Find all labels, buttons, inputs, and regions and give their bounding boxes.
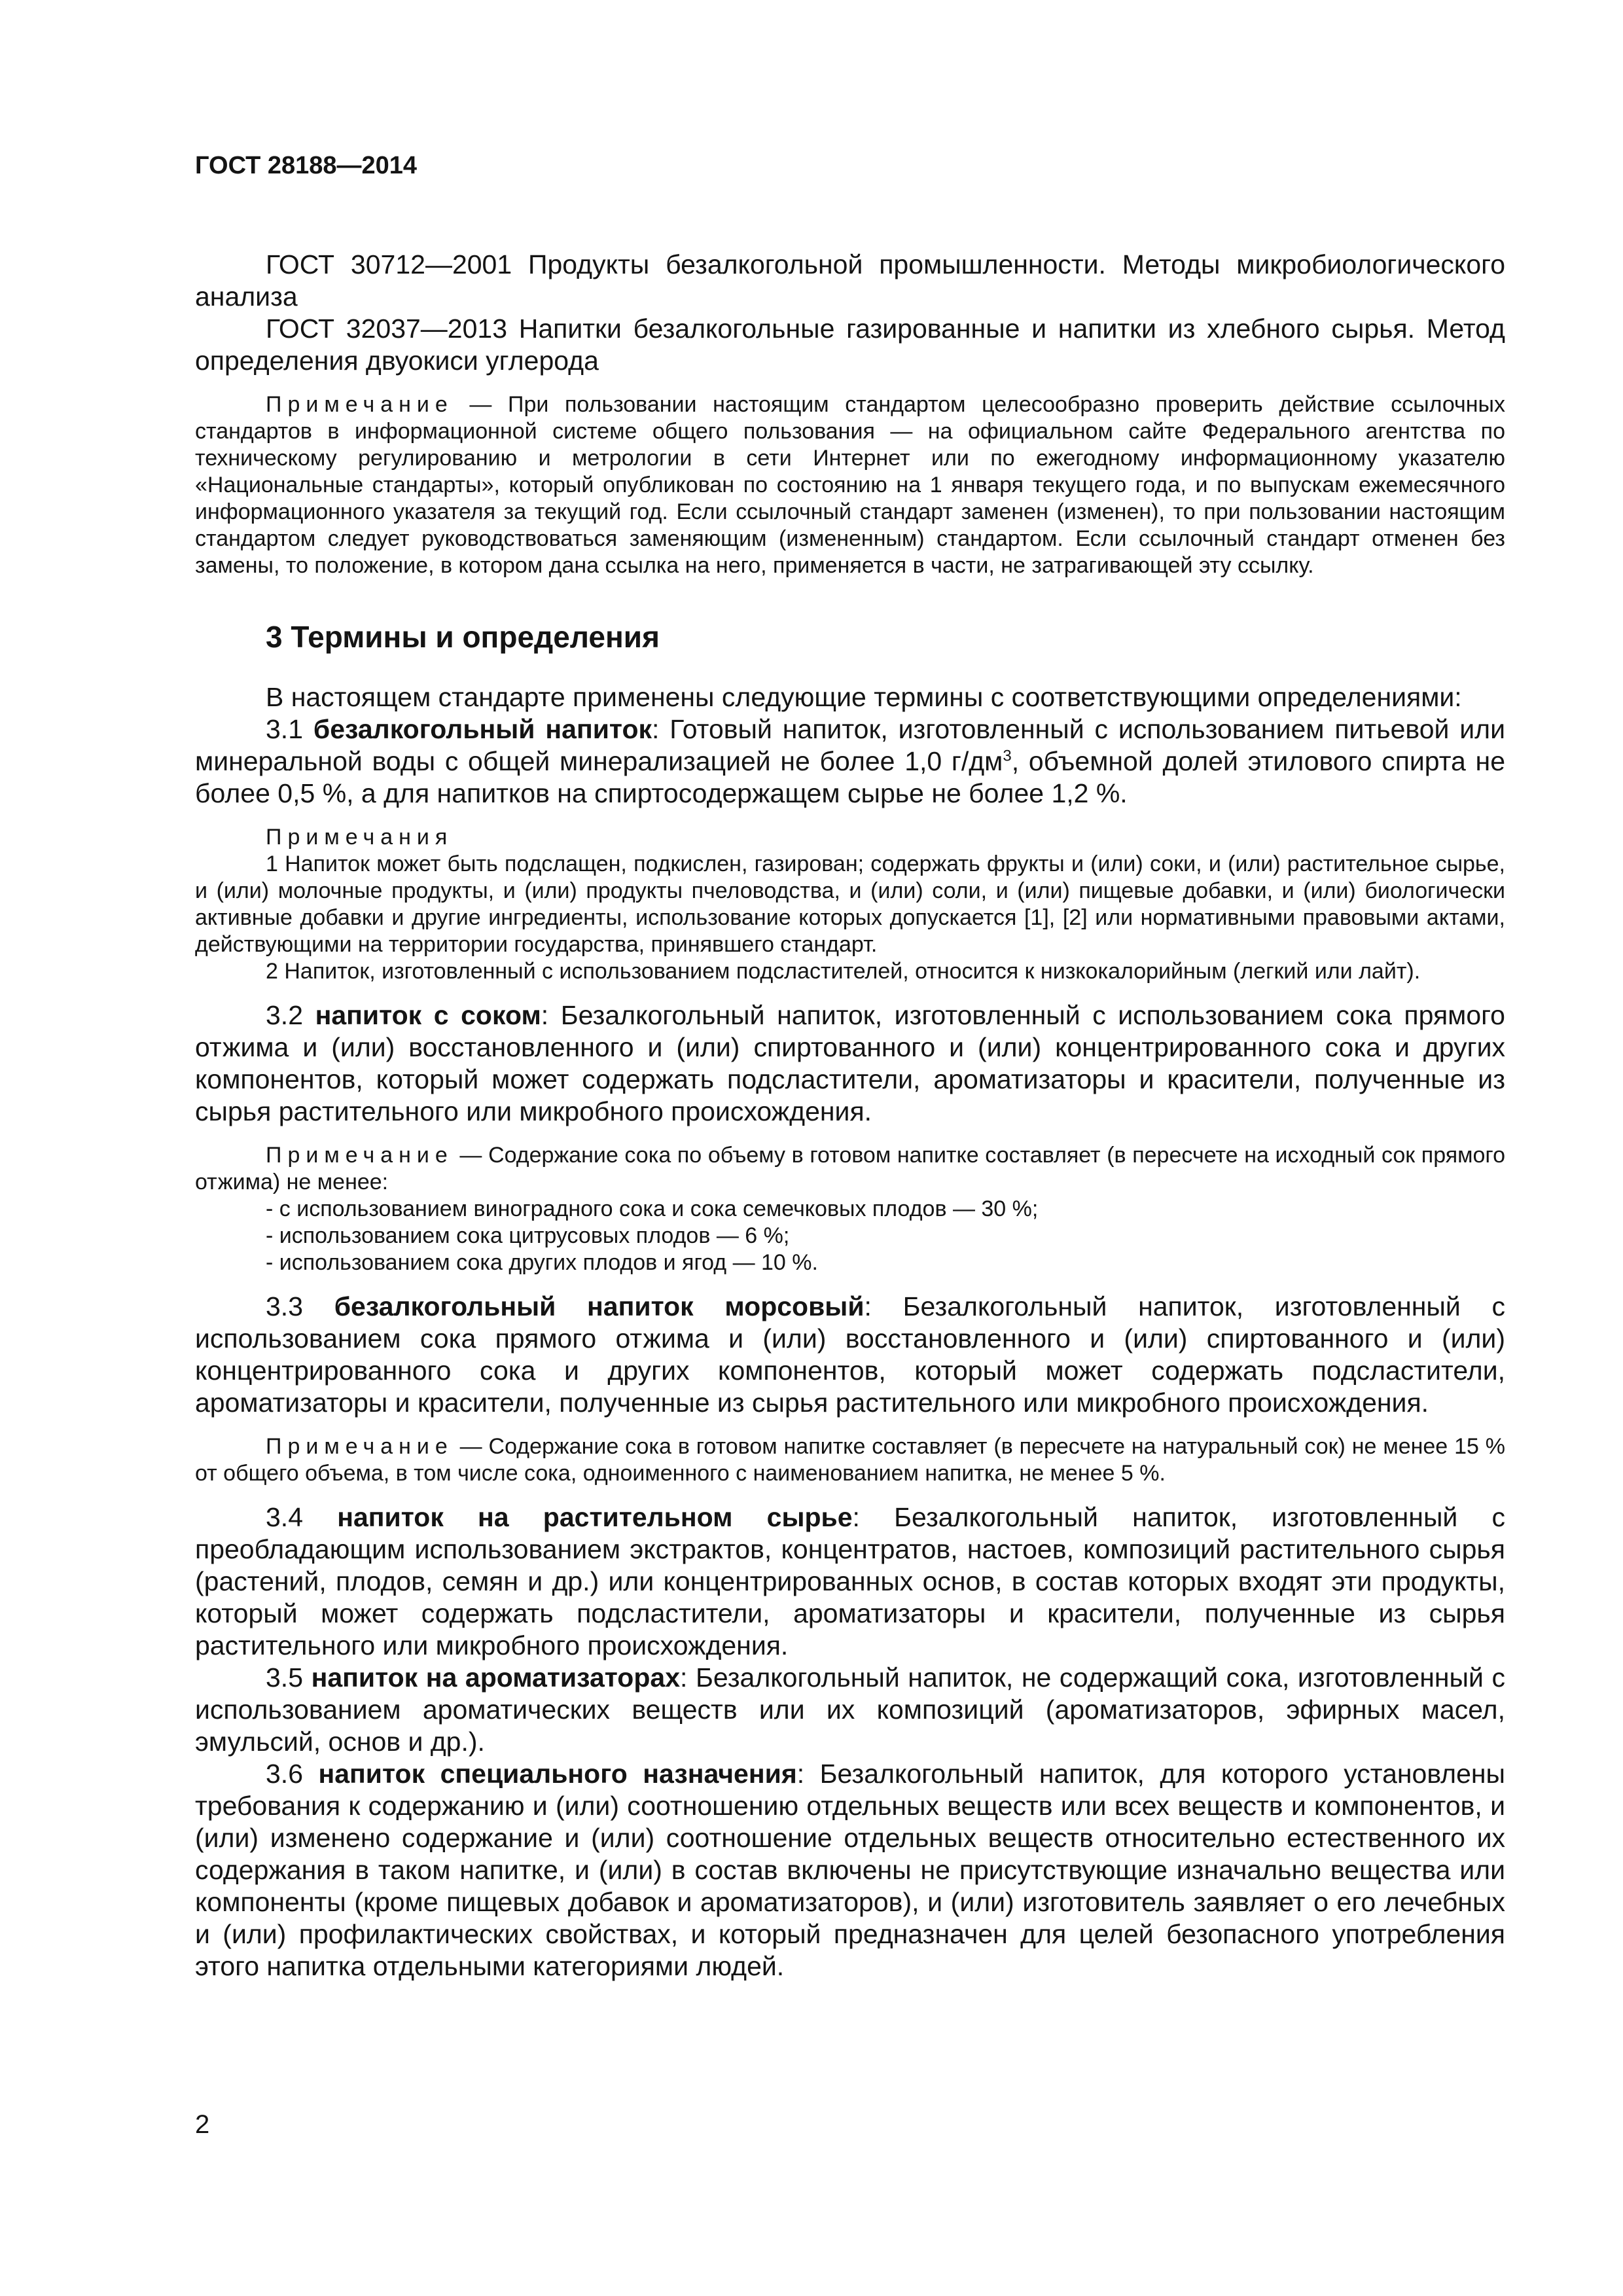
term-definition: : Готовый напиток, изготовленный с использованием питьевой или минеральной воды с общей минерализацией не более 1,0 г/дм bbox=[195, 714, 1505, 776]
section-3-title: 3 Термины и определения bbox=[266, 620, 660, 654]
term-3-6 bbox=[195, 1758, 1505, 1982]
term-number: 3.1 bbox=[266, 714, 313, 744]
term-name: напиток с соком bbox=[315, 1000, 541, 1030]
term-definition: : Безалкогольный напиток, изготовленный с использованием сока прямого отжима и (или) восстановленного и (или) спиртованного и (или) концентрированного сока и других компонентов, который может содержать подсластители, ароматизаторы и красители, полученные из сырья растительного или микробного происхождения. bbox=[195, 1000, 1505, 1126]
term-name: напиток на ароматизаторах bbox=[311, 1662, 680, 1693]
term-definition: : Безалкогольный напиток, для которого установлены требования к содержанию и (или) соотношению отдельных веществ или всех веществ и компонентов, и (или) изменено содержание и (или) соотношение отдельных веществ относительно естественного их содержания в таком напитке, и (или) в состав включены не присутствующие изначально вещества или компоненты (кроме пищевых добавок и ароматизаторов), и (или) изготовитель заявляет о его лечебных и (или) профилактических свойствах, и который предназначен для целей безопасного употребления этого напитка отдельными категориями людей. bbox=[195, 1759, 1505, 1981]
term-name: безалкогольный напиток bbox=[313, 714, 652, 744]
term-number: 3.4 bbox=[266, 1502, 338, 1532]
term-name: безалкогольный напиток морсовый bbox=[334, 1291, 865, 1321]
term-name: напиток специального назначения bbox=[318, 1759, 797, 1789]
note-3-3 bbox=[195, 1433, 1505, 1487]
note-label: Примечание bbox=[266, 1143, 454, 1168]
notes-label: Примечания bbox=[266, 825, 454, 850]
note-label: Примечание bbox=[266, 1434, 454, 1459]
section-3-intro: В настоящем стандарте применены следующие термины с соответствующими определениями: bbox=[266, 682, 1462, 712]
note-3-2 bbox=[195, 1142, 1505, 1196]
term-number: 3.3 bbox=[266, 1291, 334, 1321]
note-3-1-2: 2 Напиток, изготовленный с использованием подсластителей, относится к низкокалорийным (легкий или лайт). bbox=[266, 959, 1421, 984]
term-number: 3.5 bbox=[266, 1662, 312, 1693]
term-3-4 bbox=[195, 1501, 1505, 1662]
list-item: - использованием сока других плодов и ягод — 10 %. bbox=[266, 1250, 818, 1275]
note-text: — Содержание сока в готовом напитке составляет (в пересчете на натуральный сок) не менее 15 % от общего объема, в том числе сока, одноименного с наименованием напитка, не менее 5 %. bbox=[195, 1434, 1505, 1486]
term-definition: : Безалкогольный напиток, не содержащий сока, изготовленный с использованием ароматических веществ или их композиций (ароматизаторов, эфирных масел, эмульсий, основ и др.). bbox=[195, 1662, 1505, 1757]
term-number: 3.2 bbox=[266, 1000, 315, 1030]
document-body bbox=[195, 249, 1505, 1982]
document-code-header: ГОСТ 28188—2014 bbox=[195, 152, 418, 179]
list-item: - использованием сока цитрусовых плодов — 6 %; bbox=[266, 1223, 790, 1248]
superscript: 3 bbox=[1003, 747, 1012, 765]
term-3-3 bbox=[195, 1291, 1505, 1419]
reference-gost-30712: ГОСТ 30712—2001 Продукты безалкогольной промышленности. Методы микробиологического анализа bbox=[195, 249, 1505, 312]
note-3-1-1: 1 Напиток может быть подслащен, подкислен, газирован; содержать фрукты и (или) соки, и (или) растительное сырье, и (или) молочные продукты, и (или) продукты пчеловодства, и (или) соли, и (или) пищевые добавки, и (или) биологически активные добавки и другие ингредиенты, использование которых допускается [1], [2] или нормативными правовыми актами, действующими на территории государства, принявшего стандарт. bbox=[195, 852, 1505, 957]
term-definition: : Безалкогольный напиток, изготовленный с преобладающим использованием экстрактов, концентратов, настоев, композиций растительного сырья (растений, плодов, семян и др.) или концентрированных основ, в состав которых входят эти продукты, который может содержать подсластители, ароматизаторы и красители, полученные из сырья растительного или микробного происхождения. bbox=[195, 1502, 1506, 1660]
document-page bbox=[195, 0, 1505, 2296]
term-3-2 bbox=[195, 999, 1505, 1128]
term-name: напиток на растительном сырье bbox=[337, 1502, 853, 1532]
note-label: Примечание bbox=[266, 392, 454, 417]
term-3-1 bbox=[195, 713, 1505, 810]
term-definition: : Безалкогольный напиток, изготовленный с использованием сока прямого отжима и (или) восстановленного и (или) спиртованного и (или) концентрированного сока и других компонентов, который может содержать подсластители, ароматизаторы и красители, полученные из сырья растительного или микробного происхождения. bbox=[195, 1291, 1506, 1418]
note-text: — При пользовании настоящим стандартом целесообразно проверить действие ссылочных стандартов в информационной системе общего пользования — на официальном сайте Федерального агентства по техническому регулированию и метрологии в сети Интернет или по ежегодному информационному указателю «Национальные стандарты», который опубликован по состоянию на 1 января текущего года, и по выпускам ежемесячного информационного указателя за текущий год. Если ссылочный стандарт заменен (изменен), то при пользовании настоящим стандартом следует руководствоваться заменяющим (измененным) стандартом. Если ссылочный стандарт отменен без замены, то положение, в котором дана ссылка на него, применяется в части, не затрагивающей эту ссылку. bbox=[195, 392, 1505, 578]
list-item: - с использованием виноградного сока и сока семечковых плодов — 30 %; bbox=[266, 1196, 1039, 1221]
reference-gost-32037: ГОСТ 32037—2013 Напитки безалкогольные газированные и напитки из хлебного сырья. Метод определения двуокиси углерода bbox=[195, 314, 1505, 376]
note-text: — Содержание сока по объему в готовом напитке составляет (в пересчете на исходный сок прямого отжима) не менее: bbox=[195, 1143, 1505, 1194]
term-definition-cont: , объемной долей этилового спирта не более 0,5 %, а для напитков на спиртосодержащем сырье не более 1,2 %. bbox=[195, 746, 1505, 808]
page-number: 2 bbox=[195, 2110, 210, 2139]
term-3-5 bbox=[195, 1662, 1505, 1758]
term-number: 3.6 bbox=[266, 1759, 319, 1789]
note-references bbox=[195, 391, 1505, 579]
